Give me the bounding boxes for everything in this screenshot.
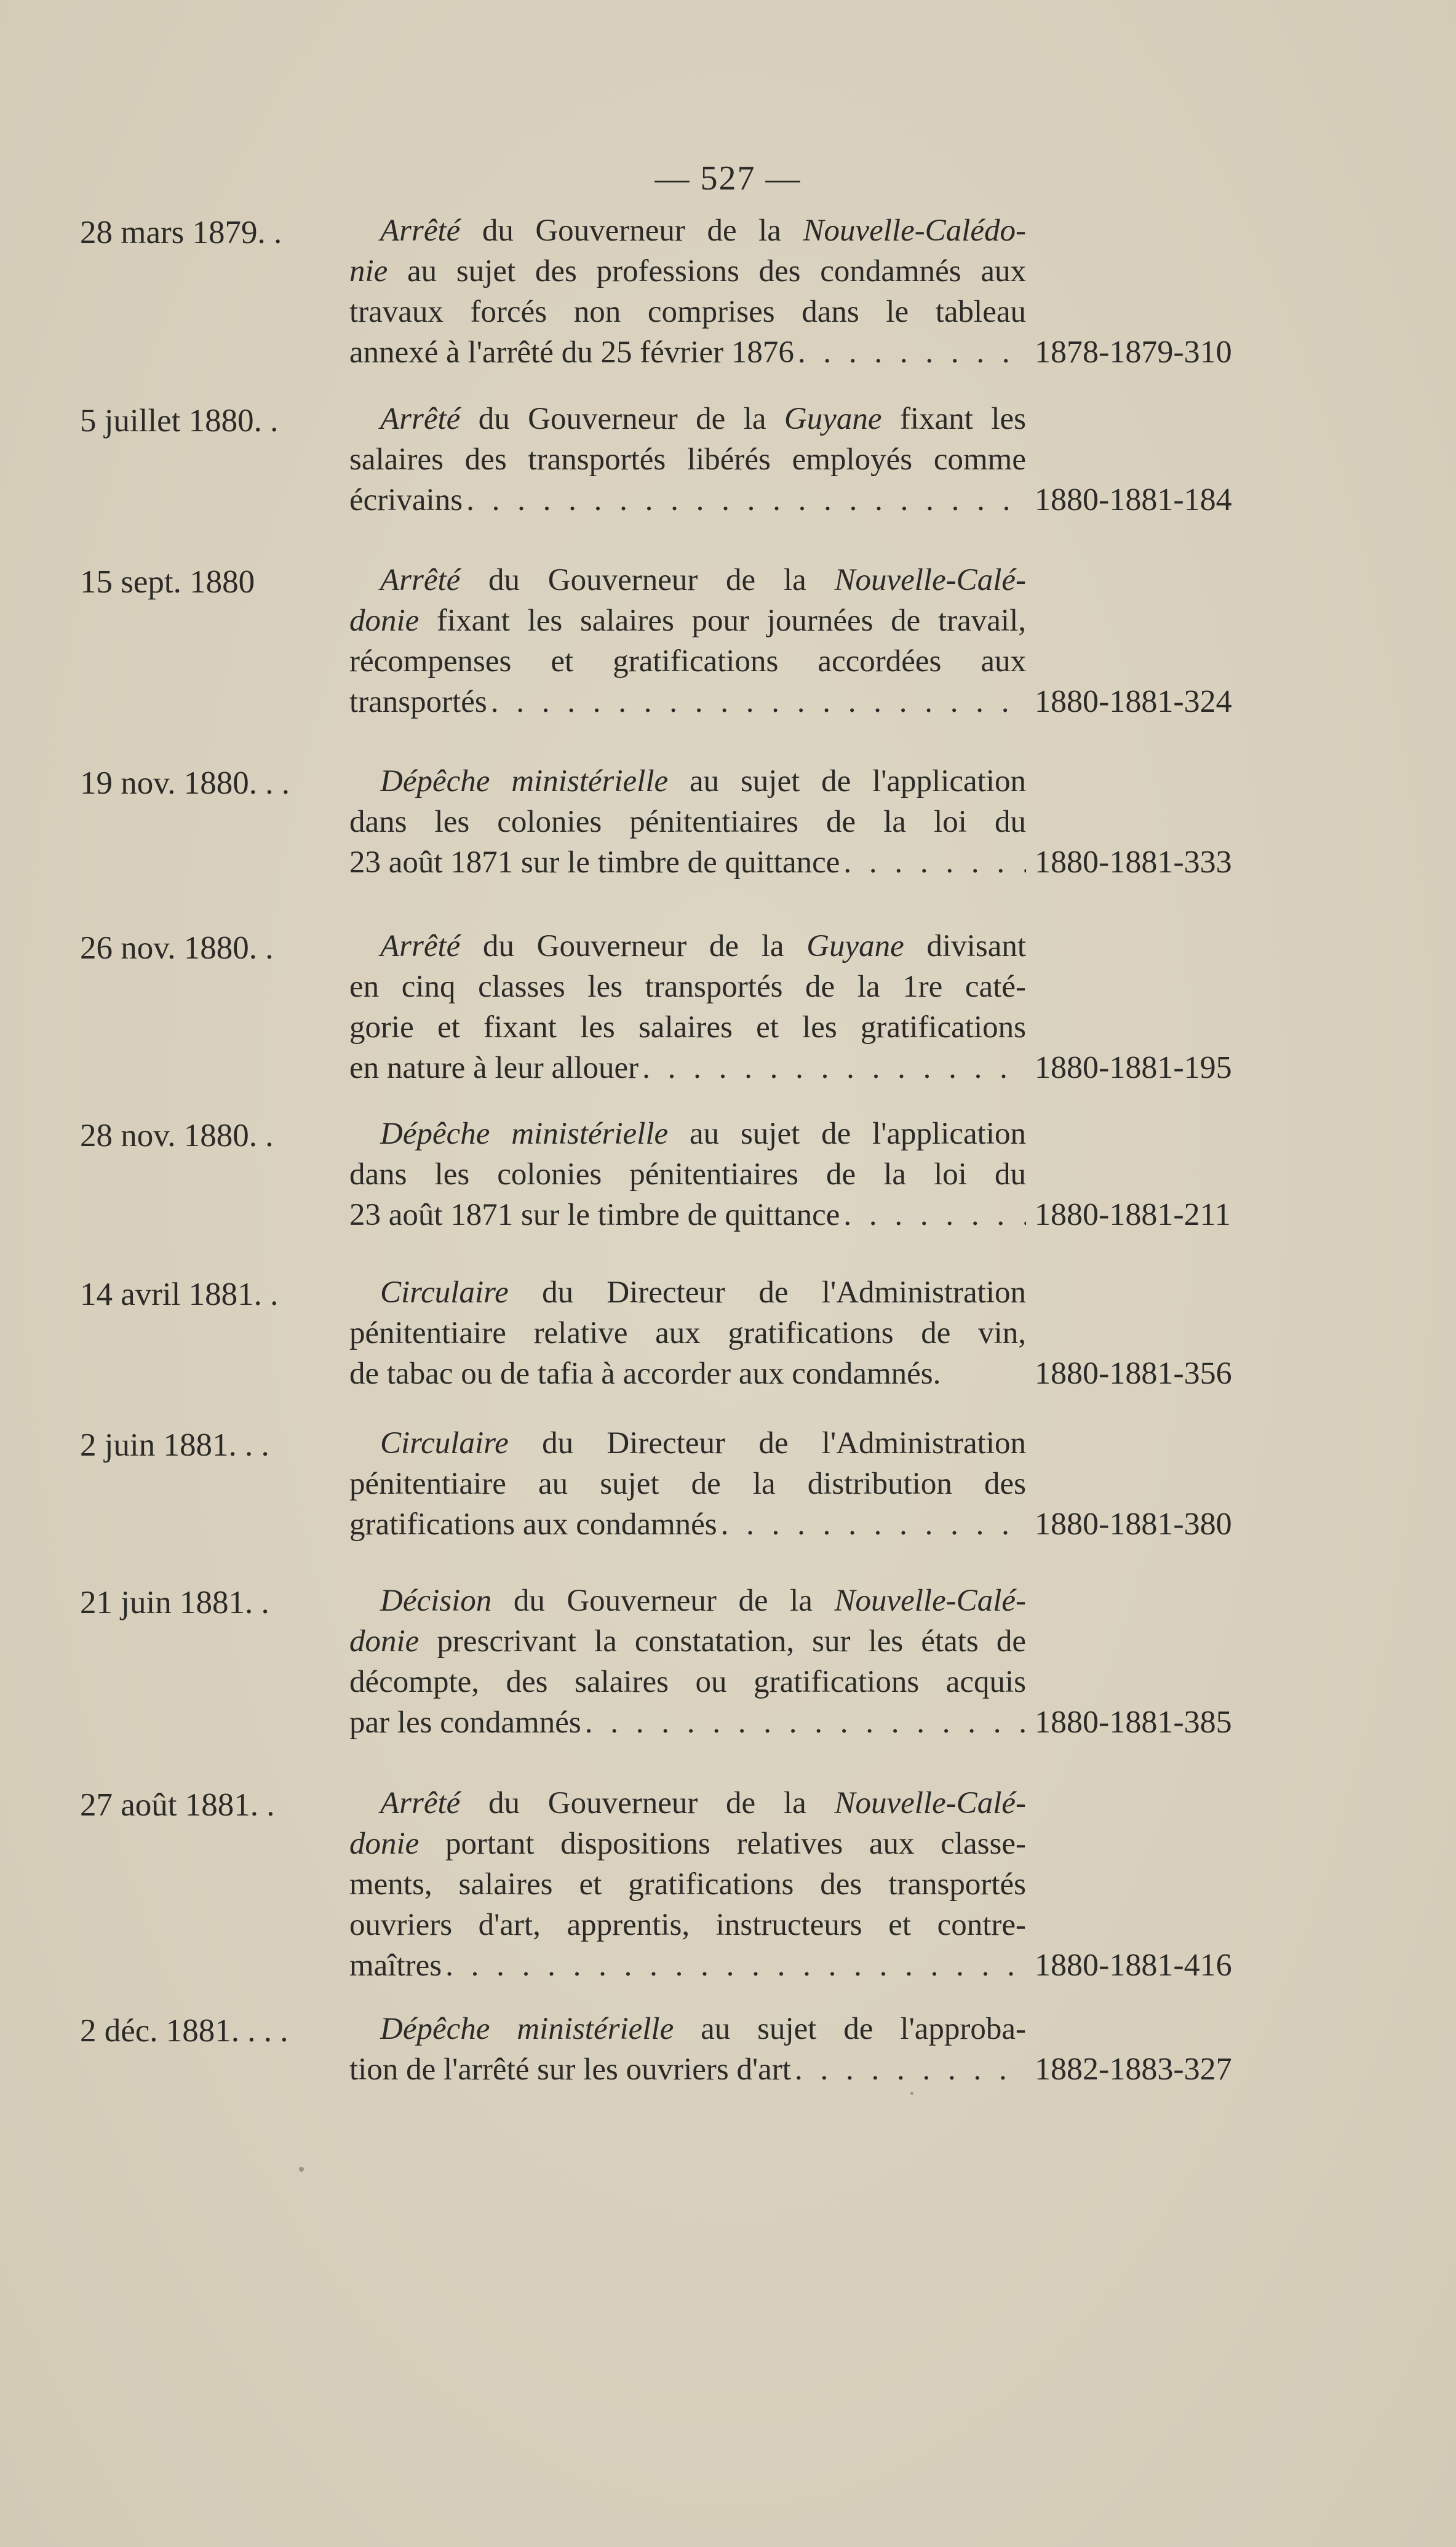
entry-line xyxy=(349,600,1026,641)
italic-term: Arrêté xyxy=(380,1786,461,1820)
entry-line xyxy=(349,439,1026,480)
entry-line xyxy=(349,1464,1026,1504)
italic-term: Arrêté xyxy=(380,563,461,597)
entry-last-line xyxy=(349,1702,1026,1743)
volume-page-reference: 1880-1881-333 xyxy=(1035,845,1232,880)
volume-page-reference: 1880-1881-385 xyxy=(1035,1705,1232,1740)
text-run: pénitentiaire au sujet de la distribution des xyxy=(349,1467,1026,1501)
italic-term: Arrêté xyxy=(380,213,461,248)
entry-line xyxy=(349,1580,1026,1621)
dot-leader xyxy=(840,1195,1026,1235)
text-run: fixant les salaires pour journées de travail, xyxy=(419,604,1026,638)
entry-description xyxy=(349,210,1026,373)
italic-term: Décision xyxy=(380,1584,492,1618)
paper-speck xyxy=(910,2092,913,2095)
volume-page-reference: 1878-1879-310 xyxy=(1035,335,1232,370)
paper-speck xyxy=(299,2167,304,2172)
text-run: du Gouverneur de la xyxy=(460,402,784,436)
text-run: maîtres xyxy=(349,1948,442,1983)
italic-term: Dépêche ministérielle xyxy=(380,764,669,799)
entry-line xyxy=(349,926,1026,967)
volume-page-reference: 1880-1881-324 xyxy=(1035,684,1232,719)
entry-last-line xyxy=(349,332,1026,373)
text-run: en cinq classes les transportés de la 1re caté- xyxy=(349,970,1026,1004)
text-run: dans les colonies pénitentiaires de la loi du xyxy=(349,805,1026,839)
entry-last-line xyxy=(349,1504,1026,1545)
entry-line xyxy=(349,1313,1026,1353)
entry-line xyxy=(349,399,1026,439)
entry-line xyxy=(349,560,1026,600)
volume-page-reference: 1880-1881-416 xyxy=(1035,1948,1232,1983)
dot-leader xyxy=(581,1702,1026,1743)
entry-description xyxy=(349,1272,1026,1394)
text-run: du Directeur de l'Administration xyxy=(508,1275,1026,1310)
dot-leader xyxy=(487,682,1026,722)
italic-term: donie xyxy=(349,1624,420,1659)
entry-last-line xyxy=(349,1945,1026,1986)
text-run: 23 août 1871 sur le timbre de quittance xyxy=(349,845,840,880)
dot-leader xyxy=(794,332,1026,373)
text-run: transportés xyxy=(349,685,487,719)
entry-description xyxy=(349,1783,1026,1986)
text-run: gratifications aux condamnés xyxy=(349,1507,717,1542)
italic-term: Circulaire xyxy=(380,1426,509,1461)
entry-last-line xyxy=(349,1195,1026,1235)
text-run: du Gouverneur de la xyxy=(460,929,807,963)
text-run: portant dispositions relatives aux classe- xyxy=(419,1827,1026,1861)
text-run: 23 août 1871 sur le timbre de quittance xyxy=(349,1198,840,1232)
entry-last-line xyxy=(349,682,1026,722)
page-number: — 527 — xyxy=(654,159,802,197)
entry-description xyxy=(349,2009,1026,2090)
text-run: au sujet de l'approba- xyxy=(674,2012,1026,2046)
text-run: décompte, des salaires ou gratifications acquis xyxy=(349,1665,1026,1699)
entry-date: 27 août 1881. . xyxy=(80,1787,275,1823)
entry-line xyxy=(349,641,1026,682)
text-run: du Gouverneur de la xyxy=(460,563,835,597)
dot-leader xyxy=(442,1945,1026,1986)
entry-line xyxy=(349,967,1026,1007)
entry-description xyxy=(349,560,1026,722)
text-run: divisant xyxy=(904,929,1026,963)
dot-leader xyxy=(717,1504,1026,1545)
entry-description xyxy=(349,1580,1026,1743)
italic-term: donie xyxy=(349,1827,420,1861)
entry-date: 28 nov. 1880. . xyxy=(80,1118,274,1154)
italic-term: Nouvelle-Calé- xyxy=(834,1584,1026,1618)
text-run: annexé à l'arrêté du 25 février 1876 xyxy=(349,335,794,370)
volume-page-reference: 1880-1881-356 xyxy=(1035,1356,1232,1391)
entry-date: 2 déc. 1881. . . . xyxy=(80,2013,288,2049)
entry-last-line xyxy=(349,1353,1026,1394)
text-run: au sujet de l'application xyxy=(668,1117,1026,1151)
text-run: tion de l'arrêté sur les ouvriers d'art xyxy=(349,2052,791,2087)
italic-term: Nouvelle-Calé- xyxy=(834,1786,1026,1820)
text-run: au sujet des professions des condamnés aux xyxy=(388,254,1026,289)
text-run: au sujet de l'application xyxy=(668,764,1026,799)
entry-line xyxy=(349,1783,1026,1824)
volume-page-reference: 1880-1881-211 xyxy=(1035,1197,1231,1232)
entry-date: 5 juillet 1880. . xyxy=(80,403,279,439)
volume-page-reference: 1882-1883-327 xyxy=(1035,2052,1232,2087)
entry-line xyxy=(349,802,1026,842)
italic-term: nie xyxy=(349,254,388,289)
text-run: pénitentiaire relative aux gratifications de vin, xyxy=(349,1316,1026,1350)
entry-date: 21 juin 1881. . xyxy=(80,1585,269,1620)
entry-description xyxy=(349,926,1026,1088)
volume-page-reference: 1880-1881-184 xyxy=(1035,482,1232,517)
text-run: du Gouverneur de la xyxy=(491,1584,835,1618)
italic-term: Dépêche ministérielle xyxy=(380,1117,669,1151)
italic-term: Guyane xyxy=(806,929,904,963)
entry-line xyxy=(349,1154,1026,1195)
volume-page-reference: 1880-1881-380 xyxy=(1035,1507,1232,1542)
italic-term: Circulaire xyxy=(380,1275,509,1310)
italic-term: Dépêche ministérielle xyxy=(380,2012,674,2046)
dot-leader xyxy=(463,480,1026,520)
entry-line xyxy=(349,292,1026,332)
entry-description xyxy=(349,1423,1026,1545)
text-run: du Gouverneur de la xyxy=(460,1786,835,1820)
entry-line xyxy=(349,251,1026,292)
entry-line xyxy=(349,1114,1026,1154)
entry-description xyxy=(349,399,1026,520)
text-run: dans les colonies pénitentiaires de la loi du xyxy=(349,1157,1026,1192)
dot-leader xyxy=(638,1048,1026,1088)
text-run: fixant les xyxy=(881,402,1026,436)
entry-description xyxy=(349,1114,1026,1235)
entry-line xyxy=(349,1007,1026,1048)
text-run: par les condamnés xyxy=(349,1705,581,1740)
entry-line xyxy=(349,210,1026,251)
entry-last-line xyxy=(349,480,1026,520)
entry-date: 28 mars 1879. . xyxy=(80,215,282,250)
dot-leader xyxy=(791,2049,1026,2090)
entry-last-line xyxy=(349,1048,1026,1088)
entry-line xyxy=(349,1864,1026,1905)
text-run: récompenses et gratifications accordées aux xyxy=(349,644,1026,679)
text-run: ouvriers d'art, apprentis, instructeurs et contre- xyxy=(349,1908,1026,1942)
entry-line xyxy=(349,2009,1026,2049)
entry-line xyxy=(349,1272,1026,1313)
text-run: du Gouverneur de la xyxy=(460,213,803,248)
entry-line xyxy=(349,1662,1026,1702)
text-run: travaux forcés non comprises dans le tableau xyxy=(349,295,1026,329)
text-run: du Directeur de l'Administration xyxy=(508,1426,1026,1461)
italic-term: Nouvelle-Calé- xyxy=(834,563,1026,597)
text-run: salaires des transportés libérés employés comme xyxy=(349,442,1026,477)
text-run: en nature à leur allouer xyxy=(349,1051,639,1085)
entry-last-line xyxy=(349,2049,1026,2090)
italic-term: Guyane xyxy=(784,402,882,436)
italic-term: donie xyxy=(349,604,420,638)
entry-line xyxy=(349,1824,1026,1864)
italic-term: Arrêté xyxy=(380,929,461,963)
text-run: écrivains xyxy=(349,483,463,517)
entry-description xyxy=(349,761,1026,883)
entry-date: 14 avril 1881. . xyxy=(80,1277,279,1312)
dot-leader xyxy=(840,842,1026,883)
italic-term: Nouvelle-Calédo- xyxy=(803,213,1026,248)
entry-line xyxy=(349,1621,1026,1662)
text-run: ments, salaires et gratifications des transportés xyxy=(349,1867,1026,1902)
text-run: gorie et fixant les salaires et les gratifications xyxy=(349,1010,1026,1045)
entry-line xyxy=(349,1423,1026,1464)
entry-line xyxy=(349,761,1026,802)
entry-last-line xyxy=(349,842,1026,883)
entry-date: 26 nov. 1880. . xyxy=(80,930,274,966)
entry-date: 15 sept. 1880 xyxy=(80,564,255,600)
entry-date: 19 nov. 1880. . . xyxy=(80,765,290,801)
entry-line xyxy=(349,1905,1026,1945)
text-run: de tabac ou de tafia à accorder aux condamnés. xyxy=(349,1357,941,1391)
text-run: prescrivant la constatation, sur les états de xyxy=(419,1624,1026,1659)
volume-page-reference: 1880-1881-195 xyxy=(1035,1050,1232,1085)
italic-term: Arrêté xyxy=(380,402,461,436)
entry-date: 2 juin 1881. . . xyxy=(80,1427,269,1463)
